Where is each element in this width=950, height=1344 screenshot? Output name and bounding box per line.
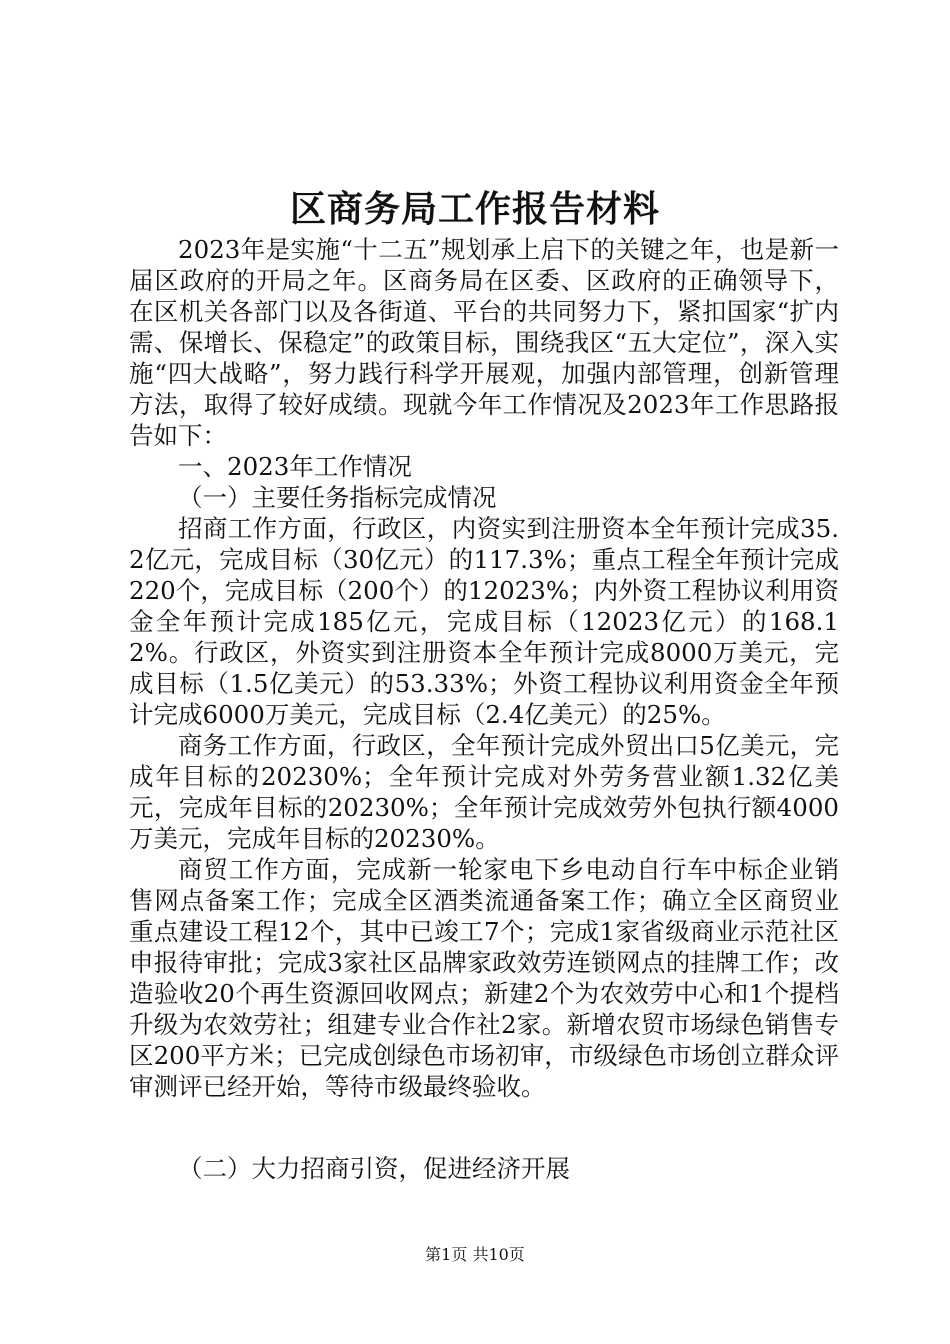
commerce-paragraph: 商务工作方面，行政区，全年预计完成外贸出口5亿美元，完成年目标的20230%；全年预计完成对外劳务营业额1.32亿美元，完成年目标的20230%；全年预计完成效劳外包执行额4000万美元，完成年目标的20230%。 xyxy=(129,731,839,853)
trade-paragraph: 商贸工作方面，完成新一轮家电下乡电动自行车中标企业销售网点备案工作；完成全区酒类流通备案工作；确立全区商贸业重点建设工程12个，其中已竣工7个；完成1家省级商业示范社区申报待审批；完成3家社区品牌家政效劳连锁网点的挂牌工作；改造验收20个再生资源回收网点；新建2个为农效劳中心和1个提档升级为农效劳社；组建专业合作社2家。新增农贸市场绿色销售专区200平方米；已完成创绿色市场初审，市级绿色市场创立群众评审测评已经开始，等待市级最终验收。 xyxy=(129,855,839,1101)
document-title: 区商务局工作报告材料 xyxy=(289,188,660,230)
subsection-two-heading: （二）大力招商引资，促进经济开展 xyxy=(178,1154,570,1183)
subsection-one-heading: （一）主要任务指标完成情况 xyxy=(178,483,497,512)
document-body xyxy=(129,234,839,1102)
page-number-footer: 第1页 共10页 xyxy=(425,1245,525,1264)
investment-paragraph: 招商工作方面，行政区，内资实到注册资本全年预计完成35.2亿元，完成目标（30亿元）的117.3%；重点工程全年预计完成220个，完成目标（200个）的12023%；内外资工程协议利用资金全年预计完成185亿元，完成目标（12023亿元）的168.12%。行政区，外资实到注册资本全年预计完成8000万美元，完成目标（1.5亿美元）的53.33%；外资工程协议利用资金全年预计完成6000万美元，完成目标（2.4亿美元）的25%。 xyxy=(129,514,839,729)
section-one-heading: 一、2023年工作情况 xyxy=(178,452,412,481)
intro-paragraph: 2023年是实施“十二五”规划承上启下的关键之年，也是新一届区政府的开局之年。区商务局在区委、区政府的正确领导下，在区机关各部门以及各街道、平台的共同努力下，紧扣国家“扩内需、保增长、保稳定”的政策目标，围绕我区“五大定位”，深入实施“四大战略”，努力践行科学开展观，加强内部管理，创新管理方法，取得了较好成绩。现就今年工作情况及2023年工作思路报告如下： xyxy=(129,235,839,450)
